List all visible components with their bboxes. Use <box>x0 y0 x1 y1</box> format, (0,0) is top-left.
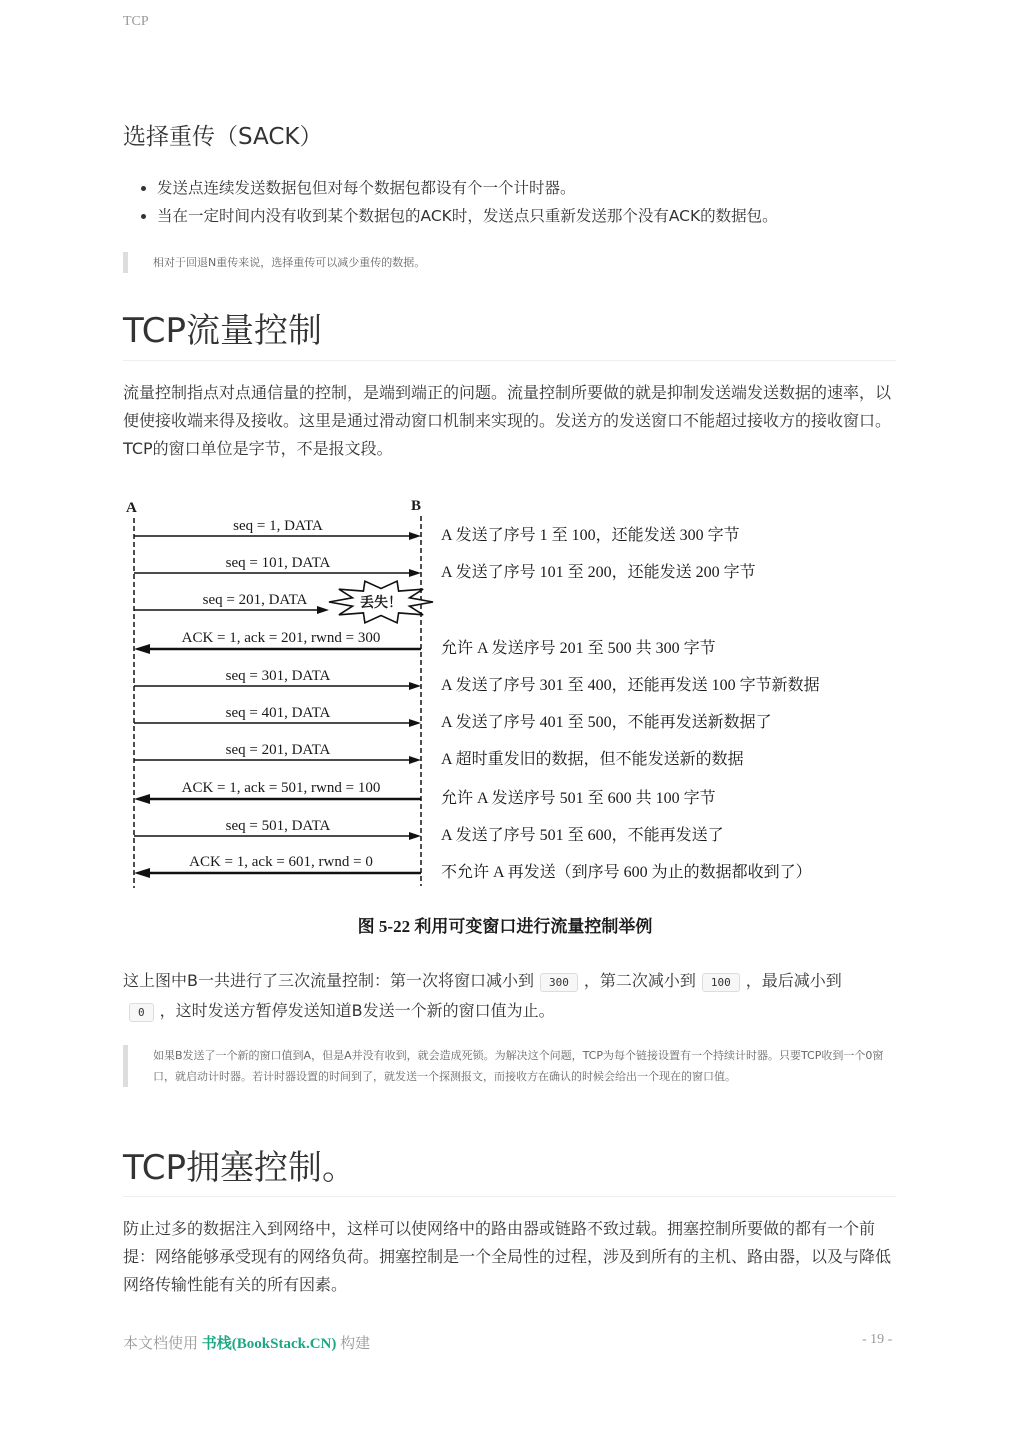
window-value-100: 100 <box>702 973 740 992</box>
arrowhead <box>409 756 421 764</box>
message-label: seq = 401, DATA <box>225 705 331 721</box>
row-annotation: A 发送了序号 101 至 200，还能发送 200 字节 <box>441 564 756 581</box>
sack-list <box>123 174 778 230</box>
page-number: - 19 - <box>862 1332 893 1347</box>
list-item: • 当在一定时间内没有收到某个数据包的ACK时，发送点只重新发送那个没有ACK的数据包。 <box>157 202 778 230</box>
host-b-label: B <box>411 498 422 514</box>
flow-control-heading: TCP流量控制 <box>123 311 323 351</box>
flow-summary-paragraph <box>123 967 893 1027</box>
row-annotation: A 发送了序号 1 至 100，还能发送 300 字节 <box>441 527 740 544</box>
running-header: TCP <box>123 14 149 29</box>
footer-credit <box>123 1332 370 1353</box>
arrowhead <box>134 794 150 804</box>
congestion-control-heading: TCP拥塞控制。 <box>123 1148 357 1188</box>
summary-text-c: ，最后减小到 <box>745 971 842 990</box>
row-annotation: A 发送了序号 401 至 500，不能再发送新数据了 <box>441 714 772 731</box>
figure-caption: 图 5-22 利用可变窗口进行流量控制举例 <box>357 917 653 936</box>
sequence-diagram <box>123 490 896 950</box>
ack-label: ACK = 1, ack = 601, rwnd = 0 <box>189 854 373 870</box>
summary-text-d: ，这时发送方暂停发送知道B发送一个新的窗口值为止。 <box>159 1001 555 1020</box>
window-value-0: 0 <box>129 1003 154 1022</box>
message-label: seq = 201, DATA <box>225 742 331 758</box>
row-annotation: 允许 A 发送序号 501 至 600 共 100 字节 <box>441 790 716 807</box>
summary-text-b: ，第二次减小到 <box>583 971 696 990</box>
row-annotation: A 发送了序号 301 至 400，还能再发送 100 字节新数据 <box>441 677 820 694</box>
sack-note: 相对于回退N重传来说，选择重传可以减少重传的数据。 <box>123 252 893 273</box>
bookstack-link[interactable]: 书栈(BookStack.CN) <box>201 1336 337 1352</box>
sack-section-title: 选择重传（SACK） <box>123 124 323 150</box>
row-annotation: 不允许 A 再发送（到序号 600 为止的数据都收到了） <box>441 864 812 881</box>
arrowhead <box>317 606 329 614</box>
row-annotation: 允许 A 发送序号 201 至 500 共 300 字节 <box>441 640 716 657</box>
row-annotation: A 发送了序号 501 至 600，不能再发送了 <box>441 827 724 844</box>
arrowhead <box>134 644 150 654</box>
message-label: seq = 501, DATA <box>225 818 331 834</box>
deadlock-note: 如果B发送了一个新的窗口值到A，但是A并没有收到，就会造成死锁。为解决这个问题，TCP为每个链接设置有一个持续计时器。只要TCP收到一个0窗口，就启动计时器。若计时器设置的时间到了，就发送一个探测报文，而接收方在确认的时候会给出一个现在的窗口值。 <box>123 1045 895 1087</box>
message-label: seq = 1, DATA <box>233 518 323 534</box>
footer-suffix: 构建 <box>336 1336 371 1352</box>
host-a-label: A <box>126 500 137 516</box>
flow-control-figure <box>123 490 896 950</box>
flow-control-paragraph: 流量控制指点对点通信量的控制，是端到端正的问题。流量控制所要做的就是抑制发送端发送数据的速率，以便使接收端来得及接收。这里是通过滑动窗口机制来实现的。发送方的发送窗口不能超过接收方的接收窗口。TCP的窗口单位是字节，不是报文段。 <box>123 383 892 458</box>
message-label: seq = 201, DATA <box>202 592 308 608</box>
summary-text-a: 这上图中B一共进行了三次流量控制：第一次将窗口减小到 <box>123 971 534 990</box>
arrowhead <box>409 832 421 840</box>
arrowhead <box>409 682 421 690</box>
ack-label: ACK = 1, ack = 501, rwnd = 100 <box>181 780 381 796</box>
arrowhead <box>409 569 421 577</box>
heading-divider <box>123 1196 896 1197</box>
message-label: seq = 301, DATA <box>225 668 331 684</box>
arrowhead <box>134 868 150 878</box>
ack-label: ACK = 1, ack = 201, rwnd = 300 <box>181 630 381 646</box>
message-label: seq = 101, DATA <box>225 555 331 571</box>
arrowhead <box>409 719 421 727</box>
row-annotation: A 超时重发旧的数据，但不能发送新的数据 <box>441 751 744 768</box>
congestion-paragraph: 防止过多的数据注入到网络中，这样可以使网络中的路由器或链路不致过载。拥塞控制所要做的都有一个前提：网络能够承受现有的网络负荷。拥塞控制是一个全局性的过程，涉及到所有的主机、路由器，以及与降低网络传输性能有关的所有因素。 <box>123 1219 892 1294</box>
arrowhead <box>409 532 421 540</box>
list-item: • 发送点连续发送数据包但对每个数据包都设有个一个计时器。 <box>157 174 778 202</box>
heading-divider <box>123 360 896 361</box>
window-value-300: 300 <box>540 973 578 992</box>
lost-label: 丢失！ <box>360 596 402 611</box>
footer-prefix: 本文档使用 <box>123 1336 202 1352</box>
